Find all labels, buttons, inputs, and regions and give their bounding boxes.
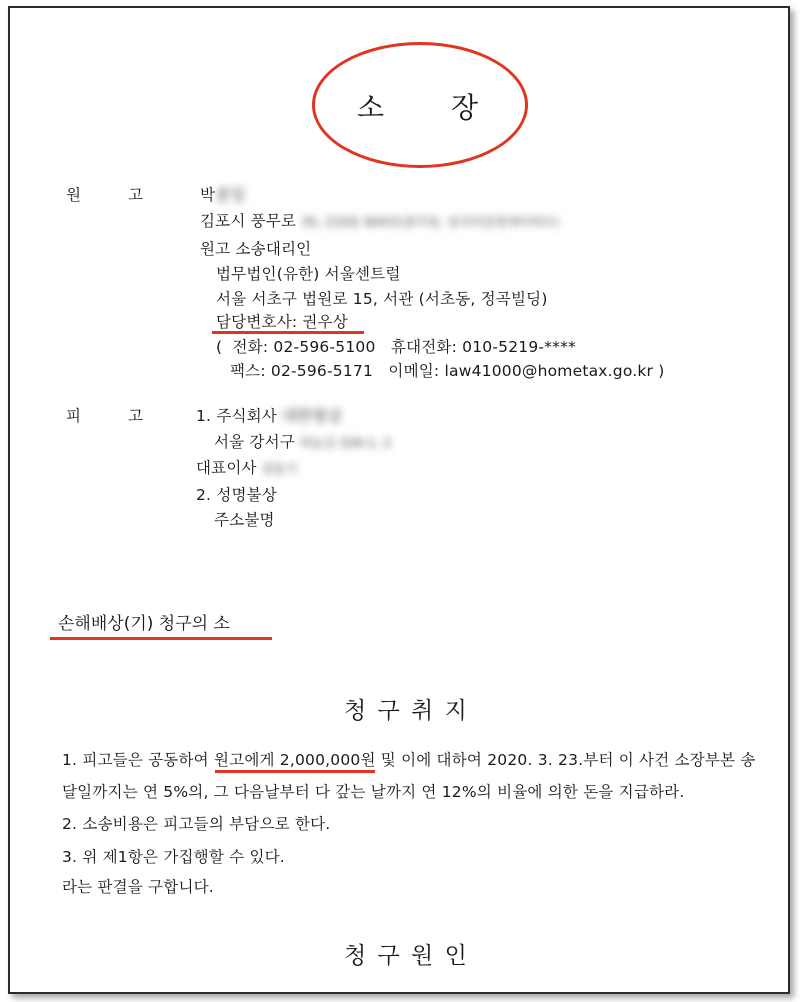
defendant-1-redacted: 대한항공 — [282, 407, 343, 425]
defendant-ceo — [196, 456, 297, 478]
defendant-1 — [196, 404, 343, 426]
claim-line-1-post: 및 이에 대하여 2020. 3. 23.부터 이 사건 소장부본 송 — [375, 751, 756, 769]
defendant-1-address-visible: 서울 강서구 — [214, 433, 295, 451]
claim-amount-underline — [215, 770, 375, 773]
defendant-ceo-redacted: 장동기 — [261, 462, 298, 476]
law-firm-name: 법무법인(유한) 서울센트럴 — [216, 265, 401, 283]
contact-phone-line: ( 전화: 02-596-5100 휴대전화: 010-5219-**** — [216, 338, 576, 356]
plaintiff-label-2: 고 — [128, 186, 144, 204]
lawyer-underline — [212, 331, 364, 334]
defendant-label-2: 고 — [128, 407, 144, 425]
claim-line-5: 라는 판결을 구합니다. — [62, 878, 214, 896]
title-char-2: 장 — [451, 91, 479, 124]
defendant-2-address: 주소불명 — [214, 511, 275, 529]
plaintiff-address-visible: 김포시 풍무로 — [200, 212, 297, 230]
defendant-label-1: 피 — [66, 407, 82, 425]
claim-amount-highlight: 원고에게 2,000,000원 — [213, 751, 376, 769]
plaintiff-address — [200, 209, 559, 231]
title-highlight-circle — [312, 42, 528, 168]
title-char-1: 소 — [357, 91, 385, 124]
defendant-2: 2. 성명불상 — [196, 486, 278, 504]
defendant-1-address-redacted: 하늘길 326-1, 2 — [300, 436, 392, 450]
claim-line-3: 2. 소송비용은 피고들의 부담으로 한다. — [62, 815, 331, 833]
claim-line-4: 3. 위 제1항은 가집행할 수 있다. — [62, 848, 285, 866]
claim-line-1-pre: 1. 피고들은 공동하여 — [62, 751, 214, 769]
contact-fax-email-line: 팩스: 02-596-5171 이메일: law41000@hometax.go.kr ) — [230, 362, 665, 380]
claim-line-2: 달일까지는 연 5%의, 그 다음날부터 다 갚는 날까지 연 12%의 비율에 의한 돈을 지급하라. — [62, 783, 685, 801]
defendant-1-prefix: 1. 주식회사 — [196, 407, 278, 425]
defendant-1-address — [214, 430, 391, 452]
plaintiff-label-1: 원 — [66, 186, 82, 204]
claim-line-1 — [62, 748, 756, 770]
plaintiff-agent-label: 원고 소송대리인 — [200, 240, 312, 258]
case-name-underline — [50, 637, 272, 640]
plaintiff-address-redacted: 35, 210동 604호(풍무동, 당곡마을현대아파트) — [301, 215, 559, 229]
plaintiff-name-visible: 박 — [200, 186, 216, 204]
law-firm-address: 서울 서초구 법원로 15, 서관 (서초동, 정곡빌딩) — [216, 290, 548, 308]
lawyer-name: 담당변호사: 권우상 — [216, 313, 348, 331]
plaintiff-name-redacted: 종일 — [215, 186, 246, 204]
defendant-ceo-label: 대표이사 — [196, 459, 257, 477]
case-name: 손해배상(기) 청구의 소 — [58, 614, 230, 634]
claim-heading: 청 구 취 지 — [344, 698, 469, 724]
plaintiff-name — [200, 183, 246, 205]
cause-heading: 청 구 원 인 — [344, 943, 469, 969]
